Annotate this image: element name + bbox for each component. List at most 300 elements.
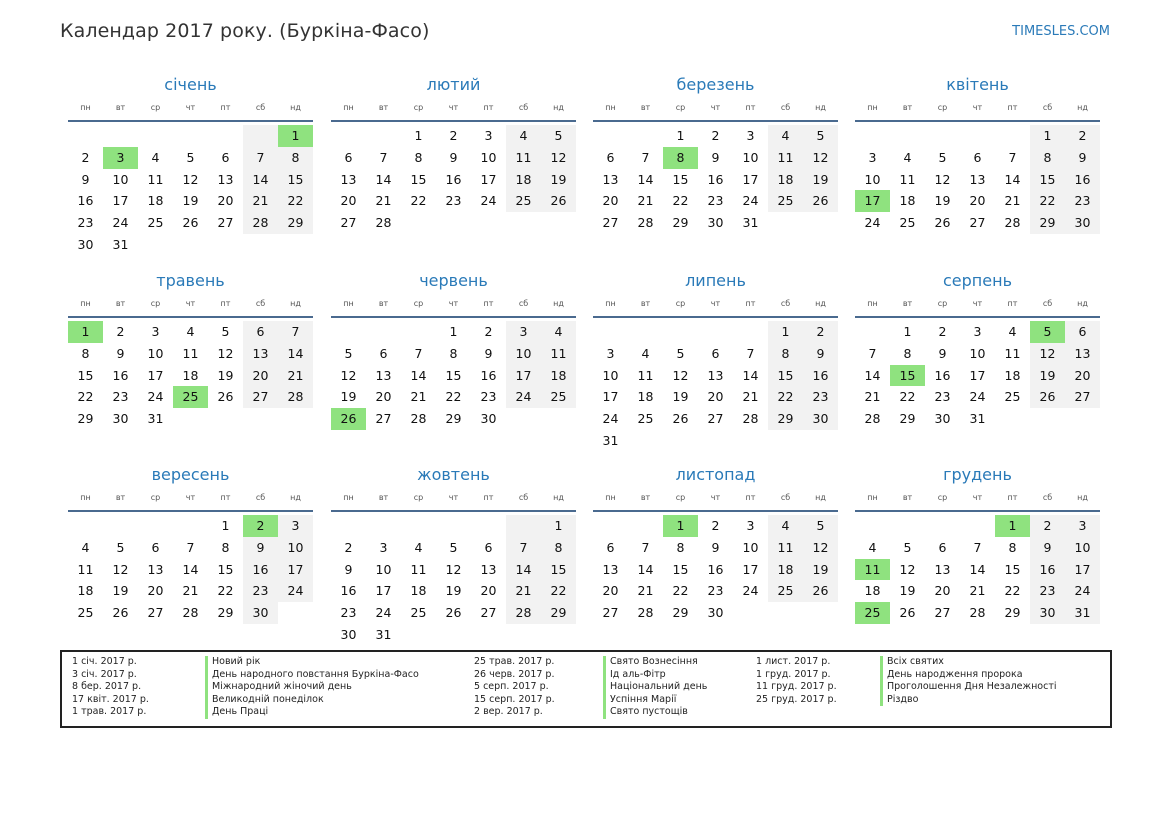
day-grid (593, 125, 838, 234)
calendar-day: 23 (340, 605, 357, 621)
calendar-day: 11 (147, 171, 164, 187)
weekday-label: нд (290, 493, 301, 502)
calendar-day: 20 (707, 389, 724, 405)
calendar-day: 24 (1065, 580, 1100, 602)
weekday-label: нд (553, 493, 564, 502)
calendar-day: 30 (77, 236, 94, 252)
calendar-day: 5 (803, 515, 838, 537)
weekday-label: пн (343, 103, 354, 112)
calendar-day: 5 (938, 149, 947, 165)
calendar-day: 18 (1004, 367, 1021, 383)
calendar-day: 7 (868, 345, 877, 361)
calendar-day: 26 (803, 580, 838, 602)
calendar-day: 25 (637, 411, 654, 427)
calendar-day: 21 (243, 190, 278, 212)
calendar-day: 28 (637, 215, 654, 231)
calendar-day: 13 (602, 561, 619, 577)
calendar-day: 20 (243, 365, 278, 387)
day-grid (593, 515, 838, 624)
holiday-day: 17 (855, 190, 890, 212)
weekday-label: ср (675, 299, 686, 308)
calendar-day: 16 (77, 193, 94, 209)
calendar-day: 23 (707, 583, 724, 599)
calendar-day: 10 (864, 171, 881, 187)
holiday-day: 1 (278, 125, 313, 147)
holiday-name: Проголошення Дня Незалежності (880, 681, 1057, 694)
empty-cell (68, 125, 103, 147)
calendar-day: 21 (742, 389, 759, 405)
calendar-day: 12 (803, 147, 838, 169)
calendar-day: 7 (379, 149, 388, 165)
brand-link[interactable]: TIMESLES.COM (1012, 24, 1110, 39)
empty-cell (890, 515, 925, 537)
weekday-label: пн (867, 103, 878, 112)
calendar-day: 5 (676, 345, 685, 361)
calendar-day: 2 (344, 539, 353, 555)
calendar-day: 26 (803, 190, 838, 212)
calendar-day: 16 (112, 367, 129, 383)
calendar-day: 10 (602, 367, 619, 383)
calendar-day: 27 (969, 215, 986, 231)
calendar-day: 22 (541, 580, 576, 602)
empty-cell (663, 321, 698, 343)
weekday-label: нд (553, 103, 564, 112)
calendar-day: 17 (506, 365, 541, 387)
day-grid (331, 515, 576, 646)
weekday-label: пт (1007, 493, 1018, 502)
calendar-day: 12 (899, 561, 916, 577)
weekday-header (331, 102, 576, 122)
holiday-day: 1 (995, 515, 1030, 537)
weekday-label: чт (185, 493, 196, 502)
calendar-day: 23 (77, 215, 94, 231)
calendar-day: 25 (410, 605, 427, 621)
calendar-day: 14 (243, 169, 278, 191)
calendar-day: 31 (147, 411, 164, 427)
calendar-day: 6 (221, 149, 230, 165)
holiday-day: 15 (890, 365, 925, 387)
holiday-day: 1 (663, 515, 698, 537)
calendar-day: 31 (1065, 602, 1100, 624)
empty-cell (331, 321, 366, 343)
calendar-day: 15 (1030, 169, 1065, 191)
holiday-date: 5 серп. 2017 р. (474, 681, 549, 693)
empty-cell (173, 515, 208, 537)
empty-cell (173, 125, 208, 147)
month-12 (855, 464, 1100, 624)
month-name: жовтень (417, 465, 490, 484)
calendar-day: 21 (278, 365, 313, 387)
calendar-day: 15 (278, 169, 313, 191)
calendar-day: 16 (1030, 559, 1065, 581)
calendar-day: 2 (803, 321, 838, 343)
calendar-day: 30 (803, 408, 838, 430)
weekday-label: пт (220, 299, 231, 308)
holiday-name: Національний день (603, 681, 707, 694)
weekday-label: пт (745, 299, 756, 308)
calendar-day: 12 (803, 537, 838, 559)
calendar-day: 2 (711, 128, 720, 143)
calendar-day: 9 (711, 539, 720, 555)
calendar-day: 25 (506, 190, 541, 212)
calendar-day: 8 (221, 539, 230, 555)
weekday-label: пн (867, 299, 878, 308)
weekday-label: вт (378, 493, 389, 502)
calendar-day: 25 (768, 190, 803, 212)
calendar-day: 27 (1065, 386, 1100, 408)
calendar-day: 27 (602, 215, 619, 231)
calendar-day: 27 (243, 386, 278, 408)
month-name: січень (164, 75, 217, 94)
calendar-day: 28 (969, 605, 986, 621)
calendar-day: 23 (1030, 580, 1065, 602)
weekday-label: нд (1077, 103, 1088, 112)
calendar-day: 9 (243, 537, 278, 559)
calendar-day: 19 (541, 169, 576, 191)
calendar-day: 11 (77, 561, 94, 577)
calendar-day: 24 (375, 605, 392, 621)
calendar-day: 28 (278, 386, 313, 408)
calendar-day: 20 (1065, 365, 1100, 387)
calendar-day: 13 (934, 561, 951, 577)
weekday-label: сб (780, 103, 791, 112)
calendar-day: 30 (934, 411, 951, 427)
weekday-label: пн (343, 493, 354, 502)
weekday-label: сб (1042, 103, 1053, 112)
weekday-label: пн (605, 493, 616, 502)
calendar-day: 28 (506, 602, 541, 624)
calendar-day: 7 (243, 147, 278, 169)
empty-cell (890, 125, 925, 147)
month-name: травень (156, 271, 225, 290)
holiday-names-column (880, 656, 1057, 706)
day-grid (331, 125, 576, 234)
calendar-day: 1 (768, 321, 803, 343)
weekday-label: пт (1007, 103, 1018, 112)
calendar-day: 27 (340, 215, 357, 231)
weekday-label: чт (448, 299, 459, 308)
weekday-label: пт (220, 493, 231, 502)
month-name: листопад (675, 465, 756, 484)
calendar-day: 31 (602, 432, 619, 448)
calendar-day: 25 (1004, 389, 1021, 405)
empty-cell (506, 515, 541, 537)
day-grid (855, 125, 1100, 234)
calendar-day: 29 (278, 212, 313, 234)
calendar-day: 31 (742, 215, 759, 231)
page-title: Календар 2017 року. (Буркіна-Фасо) (60, 20, 430, 42)
holiday-dates-column (72, 656, 149, 719)
weekday-label: чт (972, 103, 983, 112)
day-grid (855, 515, 1100, 624)
calendar-day: 12 (217, 345, 234, 361)
calendar-day: 1 (1030, 125, 1065, 147)
calendar-day: 18 (768, 559, 803, 581)
weekday-label: ср (413, 299, 424, 308)
calendar-day: 30 (707, 215, 724, 231)
calendar-day: 24 (480, 193, 497, 209)
empty-cell (103, 515, 138, 537)
weekday-label: чт (710, 299, 721, 308)
calendar-day: 4 (414, 539, 423, 555)
calendar-day: 4 (868, 539, 877, 555)
calendar-day: 16 (707, 171, 724, 187)
calendar-day: 8 (1008, 539, 1017, 555)
month-11 (593, 464, 838, 624)
calendar-day: 6 (938, 539, 947, 555)
weekday-label: пн (605, 299, 616, 308)
calendar-day: 10 (742, 149, 759, 165)
calendar-day: 5 (803, 125, 838, 147)
weekday-label: чт (448, 493, 459, 502)
calendar-day: 2 (484, 324, 493, 339)
calendar-day: 10 (1065, 537, 1100, 559)
weekday-label: вт (640, 103, 651, 112)
calendar-day: 5 (116, 539, 125, 555)
weekday-label: чт (710, 103, 721, 112)
weekday-label: сб (255, 103, 266, 112)
calendar-day: 15 (768, 365, 803, 387)
empty-cell (401, 321, 436, 343)
calendar-day: 4 (151, 149, 160, 165)
empty-cell (960, 515, 995, 537)
day-grid (855, 321, 1100, 430)
calendar-day: 8 (414, 149, 423, 165)
weekday-header (68, 102, 313, 122)
calendar-day: 4 (541, 321, 576, 343)
calendar-day: 12 (934, 171, 951, 187)
month-10 (331, 464, 576, 646)
calendar-day: 7 (278, 321, 313, 343)
calendar-day: 6 (973, 149, 982, 165)
calendar-day: 22 (1004, 583, 1021, 599)
calendar-day: 17 (480, 171, 497, 187)
holiday-day: 11 (855, 559, 890, 581)
calendar-day: 8 (903, 345, 912, 361)
weekday-label: нд (815, 299, 826, 308)
day-grid (331, 321, 576, 430)
day-grid (68, 515, 313, 624)
calendar-day: 21 (410, 389, 427, 405)
day-grid (68, 125, 313, 256)
calendar-day: 7 (414, 345, 423, 361)
holiday-date: 25 трав. 2017 р. (474, 656, 555, 667)
calendar-day: 8 (278, 147, 313, 169)
calendar-day: 6 (1065, 321, 1100, 343)
calendar-day: 5 (903, 539, 912, 555)
holiday-date: 26 черв. 2017 р. (474, 668, 555, 680)
calendar-day: 7 (186, 539, 195, 555)
calendar-day: 23 (707, 193, 724, 209)
calendar-day: 9 (711, 149, 720, 165)
calendar-day: 19 (217, 367, 234, 383)
empty-cell (208, 125, 243, 147)
holiday-name: Успіння Марії (603, 694, 707, 707)
calendar-day: 14 (969, 561, 986, 577)
weekday-label: сб (1042, 299, 1053, 308)
weekday-label: пт (1007, 299, 1018, 308)
calendar-day: 9 (1030, 537, 1065, 559)
holiday-names-column (205, 656, 419, 719)
calendar-day: 17 (969, 367, 986, 383)
calendar-day: 18 (77, 583, 94, 599)
month-name: липень (685, 271, 746, 290)
calendar-day: 8 (768, 343, 803, 365)
calendar-day: 18 (182, 367, 199, 383)
calendar-day: 14 (278, 343, 313, 365)
calendar-day: 28 (243, 212, 278, 234)
calendar-day: 9 (116, 345, 125, 361)
calendar-day: 16 (803, 365, 838, 387)
empty-cell (331, 125, 366, 147)
calendar-day: 17 (112, 193, 129, 209)
holiday-day: 1 (68, 321, 103, 343)
month-name: вересень (151, 465, 230, 484)
empty-cell (366, 125, 401, 147)
calendar-day: 9 (938, 345, 947, 361)
weekday-label: пн (80, 299, 91, 308)
month-name: лютий (426, 75, 481, 94)
calendar-day: 19 (445, 583, 462, 599)
weekday-label: ср (937, 493, 948, 502)
empty-cell (628, 125, 663, 147)
holiday-name: День Праці (205, 706, 419, 719)
calendar-day: 11 (1004, 345, 1021, 361)
calendar-day: 25 (541, 386, 576, 408)
calendar-day: 26 (445, 605, 462, 621)
weekday-label: сб (255, 493, 266, 502)
day-grid (593, 321, 838, 452)
weekday-label: сб (518, 103, 529, 112)
calendar-day: 11 (637, 367, 654, 383)
weekday-header (331, 298, 576, 318)
weekday-label: нд (290, 299, 301, 308)
calendar-day: 20 (480, 583, 497, 599)
calendar-day: 8 (541, 537, 576, 559)
calendar-day: 13 (217, 171, 234, 187)
calendar-day: 8 (676, 539, 685, 555)
calendar-day: 9 (81, 171, 90, 187)
holiday-dates-column (756, 656, 837, 706)
calendar-day: 11 (899, 171, 916, 187)
month-name: грудень (943, 465, 1012, 484)
calendar-day: 29 (672, 215, 689, 231)
calendar-day: 26 (112, 605, 129, 621)
holiday-name: Свято пустощів (603, 706, 707, 719)
month-name: березень (676, 75, 755, 94)
calendar-day: 25 (768, 580, 803, 602)
weekday-label: сб (255, 299, 266, 308)
weekday-label: ср (675, 103, 686, 112)
holidays-legend (60, 650, 1112, 728)
calendar-day: 20 (340, 193, 357, 209)
calendar-day: 10 (278, 537, 313, 559)
calendar-day: 11 (506, 147, 541, 169)
calendar-day: 31 (112, 236, 129, 252)
holiday-day: 26 (331, 408, 366, 430)
calendar-day: 13 (480, 561, 497, 577)
calendar-day: 10 (375, 561, 392, 577)
calendar-day: 29 (1004, 605, 1021, 621)
calendar-day: 15 (672, 561, 689, 577)
weekday-label: пн (605, 103, 616, 112)
calendar-day: 27 (934, 605, 951, 621)
calendar-day: 12 (541, 147, 576, 169)
calendar-day: 7 (641, 539, 650, 555)
calendar-day: 21 (506, 580, 541, 602)
calendar-day: 7 (641, 149, 650, 165)
calendar-day: 28 (742, 411, 759, 427)
holiday-dates-column (474, 656, 555, 719)
calendar-day: 22 (77, 389, 94, 405)
calendar-day: 16 (480, 367, 497, 383)
calendar-day: 21 (637, 583, 654, 599)
empty-cell (593, 515, 628, 537)
calendar-day: 8 (1030, 147, 1065, 169)
weekday-label: пн (867, 493, 878, 502)
calendar-day: 23 (480, 389, 497, 405)
calendar-day: 23 (803, 386, 838, 408)
calendar-day: 6 (484, 539, 493, 555)
calendar-day: 27 (375, 411, 392, 427)
calendar-day: 23 (934, 389, 951, 405)
calendar-day: 19 (182, 193, 199, 209)
calendar-day: 10 (506, 343, 541, 365)
weekday-label: ср (937, 299, 948, 308)
calendar-day: 10 (480, 149, 497, 165)
calendar-day: 7 (746, 345, 755, 361)
calendar-day: 18 (899, 193, 916, 209)
calendar-day: 15 (672, 171, 689, 187)
calendar-day: 26 (541, 190, 576, 212)
weekday-label: ср (675, 493, 686, 502)
calendar-day: 6 (606, 539, 615, 555)
weekday-label: вт (378, 299, 389, 308)
holiday-name: Свято Вознесіння (603, 656, 707, 669)
calendar-day: 13 (602, 171, 619, 187)
calendar-day: 4 (506, 125, 541, 147)
calendar-day: 3 (746, 128, 755, 143)
calendar-day: 3 (973, 324, 982, 339)
holiday-name: Різдво (880, 694, 1057, 707)
weekday-label: нд (553, 299, 564, 308)
calendar-day: 21 (182, 583, 199, 599)
calendar-day: 20 (969, 193, 986, 209)
calendar-day: 29 (672, 605, 689, 621)
calendar-day: 22 (1030, 190, 1065, 212)
weekday-label: нд (290, 103, 301, 112)
holiday-date: 1 трав. 2017 р. (72, 706, 147, 718)
weekday-label: вт (115, 493, 126, 502)
weekday-label: вт (640, 493, 651, 502)
calendar-day: 17 (742, 561, 759, 577)
calendar-day: 30 (340, 626, 357, 642)
calendar-day: 18 (541, 365, 576, 387)
calendar-day: 30 (480, 411, 497, 427)
calendar-day: 11 (182, 345, 199, 361)
weekday-header (593, 492, 838, 512)
holiday-date: 2 вер. 2017 р. (474, 706, 543, 718)
calendar-day: 26 (672, 411, 689, 427)
weekday-header (855, 102, 1100, 122)
calendar-day: 30 (112, 411, 129, 427)
calendar-day: 2 (938, 324, 947, 339)
calendar-day: 4 (186, 324, 195, 339)
calendar-day: 24 (278, 580, 313, 602)
calendar-day: 4 (768, 515, 803, 537)
calendar-day: 22 (768, 386, 803, 408)
calendar-day: 14 (1004, 171, 1021, 187)
